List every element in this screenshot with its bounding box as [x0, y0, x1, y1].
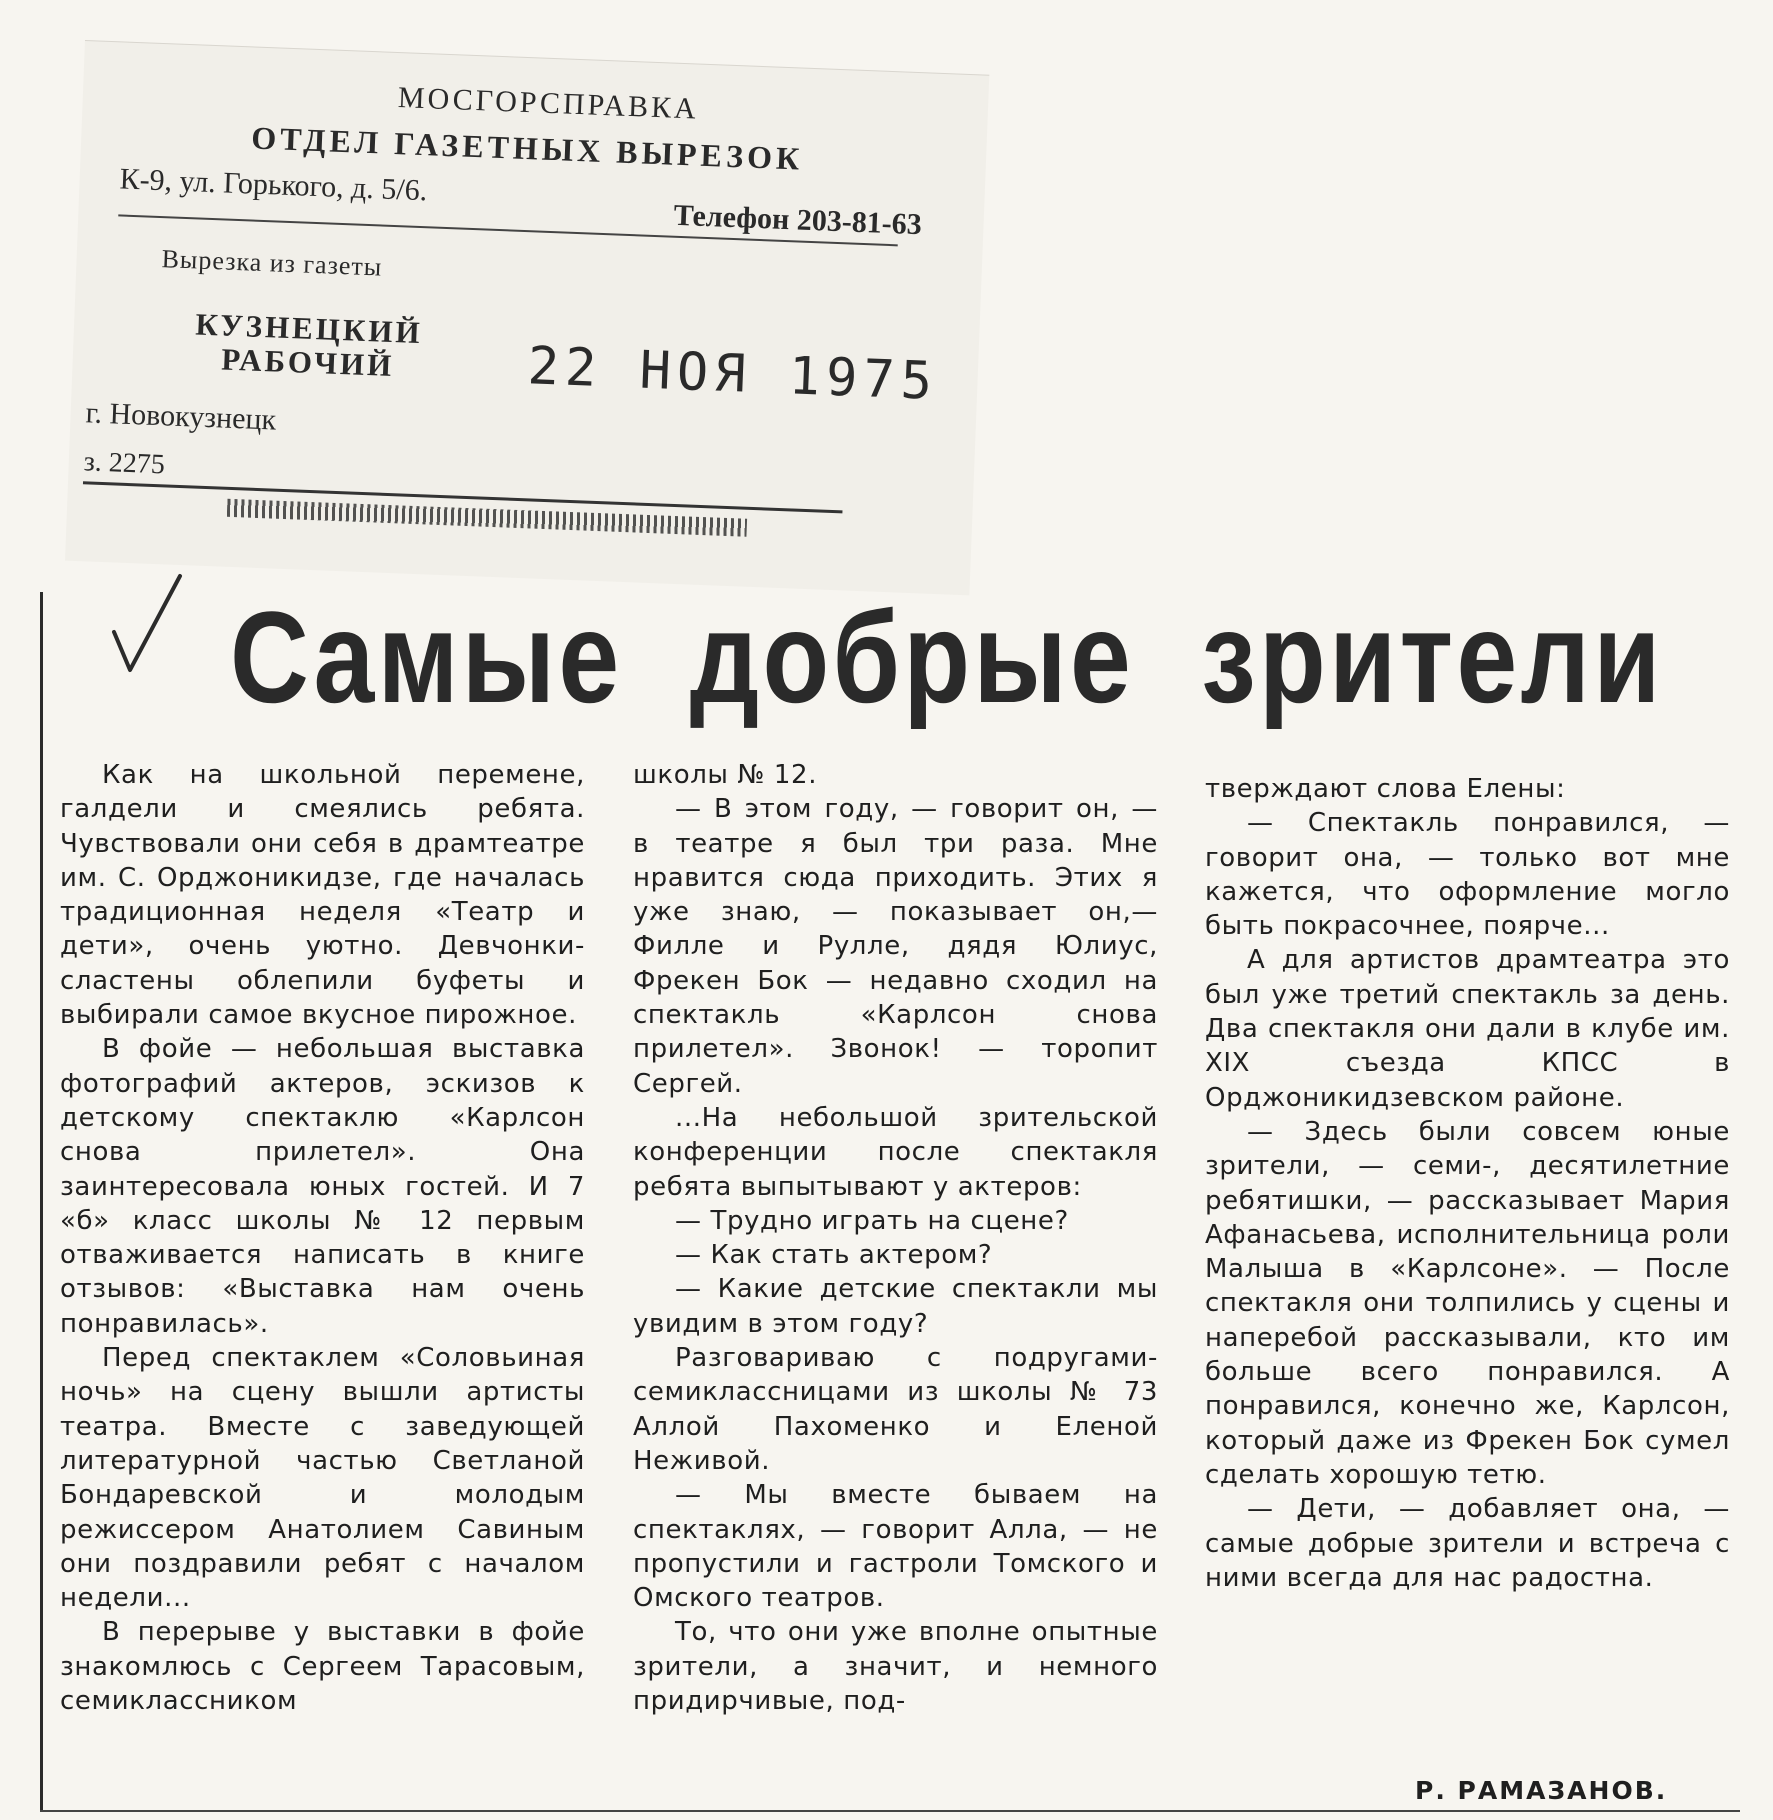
clipping-bottom-edge — [40, 1810, 1740, 1812]
paragraph: — Мы вместе бываем на спектаклях, — говорит Алла, — не пропустили и гастроли Томского и Омского театров. — [633, 1480, 1158, 1614]
article-column-3 — [1205, 772, 1730, 1595]
paragraph: Как на школьной перемене, галдели и смеялись ребята. Чувствовали они себя в драмтеатре им. С. Орджоникидзе, где началась традиционная неделя «Театр и дети», очень уютно. Девчонки-сластены облепили буфеты и выбирали самое вкусное пирожное. — [60, 760, 585, 1031]
newspaper-name: КУЗНЕЦКИЙ РАБОЧИЙ — [194, 306, 424, 384]
paragraph: — Спектакль понравился, — говорит она, — только вот мне кажется, что оформление могло быть покрасочнее, поярче... — [1205, 808, 1730, 942]
paragraph: В перерыве у выставки в фойе знакомлюсь с Сергеем Тарасовым, семиклассником — [60, 1617, 585, 1717]
paragraph: ...На небольшой зрительской конференции после спектакля ребята выпытывают у актеров: — [633, 1102, 1158, 1202]
article-column-1 — [60, 758, 585, 1718]
paragraph: Разговариваю с подругами-семиклассницами из школы № 73 Аллой Пахоменко и Еленой Неживой. — [633, 1343, 1158, 1476]
paragraph: В фойе — небольшая выставка фотографий актеров, эскизов к детскому спектаклю «Карлсон снова прилетел». Она заинтересовала юных гостей. И 7 «б» класс школы № 12 первым отваживается написать в книге отзывов: «Выставка нам очень понравилась». — [60, 1034, 585, 1339]
paragraph: — Какие детские спектакли мы увидим в этом году? — [633, 1274, 1158, 1339]
clipping-left-edge — [40, 592, 43, 1812]
paragraph-continuation: тверждают слова Елены: — [1205, 774, 1566, 804]
bureau-address: К-9, ул. Горького, д. 5/6. — [119, 162, 428, 208]
paragraph: Перед спектаклем «Соловьиная ночь» на сцену вышли артисты театра. Вместе с заведующей литературной частью Светланой Бондаревской и молодым режиссером Анатолием Савиным они поздравили ребят с началом недели... — [60, 1343, 585, 1614]
bureau-phone: Телефон 203-81-63 — [673, 198, 923, 242]
paragraph: — В этом году, — говорит он, — в театре я был три раза. Мне нравится сюда приходить. Этих я уже знаю, — показывает он,—Филле и Рулле, дядя Юлиус, Фрекен Бок — недавно сходил на спектакль «Карлсон снова прилетел». Звонок! — торопит Сергей. — [633, 794, 1158, 1099]
clipping-bureau-stamp — [65, 40, 989, 595]
paragraph: — Трудно играть на сцене? — [675, 1205, 1069, 1236]
clipping-label: Вырезка из газеты — [161, 244, 383, 282]
checkmark-icon — [108, 570, 188, 680]
bureau-name: МОСГОРСПРАВКА — [397, 81, 700, 126]
paragraph: — Дети, — добавляет она, — самые добрые зрители и встреча с ними всегда для нас радостна. — [1205, 1494, 1730, 1593]
paragraph: То, что они уже вполне опытные зрители, а значит, и немного придирчивые, под- — [633, 1617, 1158, 1717]
paragraph: — Как стать актером? — [675, 1240, 993, 1271]
order-number: з. 2275 — [83, 446, 166, 481]
paragraph-continuation: школы № 12. — [633, 760, 818, 790]
article-column-2 — [633, 758, 1158, 1718]
clipping-date: 22 НОЯ 1975 — [526, 336, 940, 412]
article-byline: Р. РАМАЗАНОВ. — [1415, 1776, 1668, 1805]
newspaper-city: г. Новокузнецк — [85, 396, 277, 437]
paragraph: А для артистов драмтеатра это был уже третий спектакль за день. Два спектакля они дали в клубе им. XIX съезда КПСС в Орджоникидзевском районе. — [1205, 945, 1730, 1113]
bureau-department: ОТДЕЛ ГАЗЕТНЫХ ВЫРЕЗОК — [250, 119, 804, 177]
article-headline: Самые добрые зрители — [230, 584, 1664, 730]
paragraph: — Здесь были совсем юные зрители, — семи-, десятилетние ребятишки, — рассказывает Мария Афанасьева, исполнительница роли Малыша в «Карлсоне». — После спектакля они толпились у сцены и наперебой рассказывали, кто им больше всего понравился. А понравился, конечно же, Карлсон, который даже из Фрекен Бок сумел сделать хорошую тетю. — [1205, 1116, 1730, 1490]
